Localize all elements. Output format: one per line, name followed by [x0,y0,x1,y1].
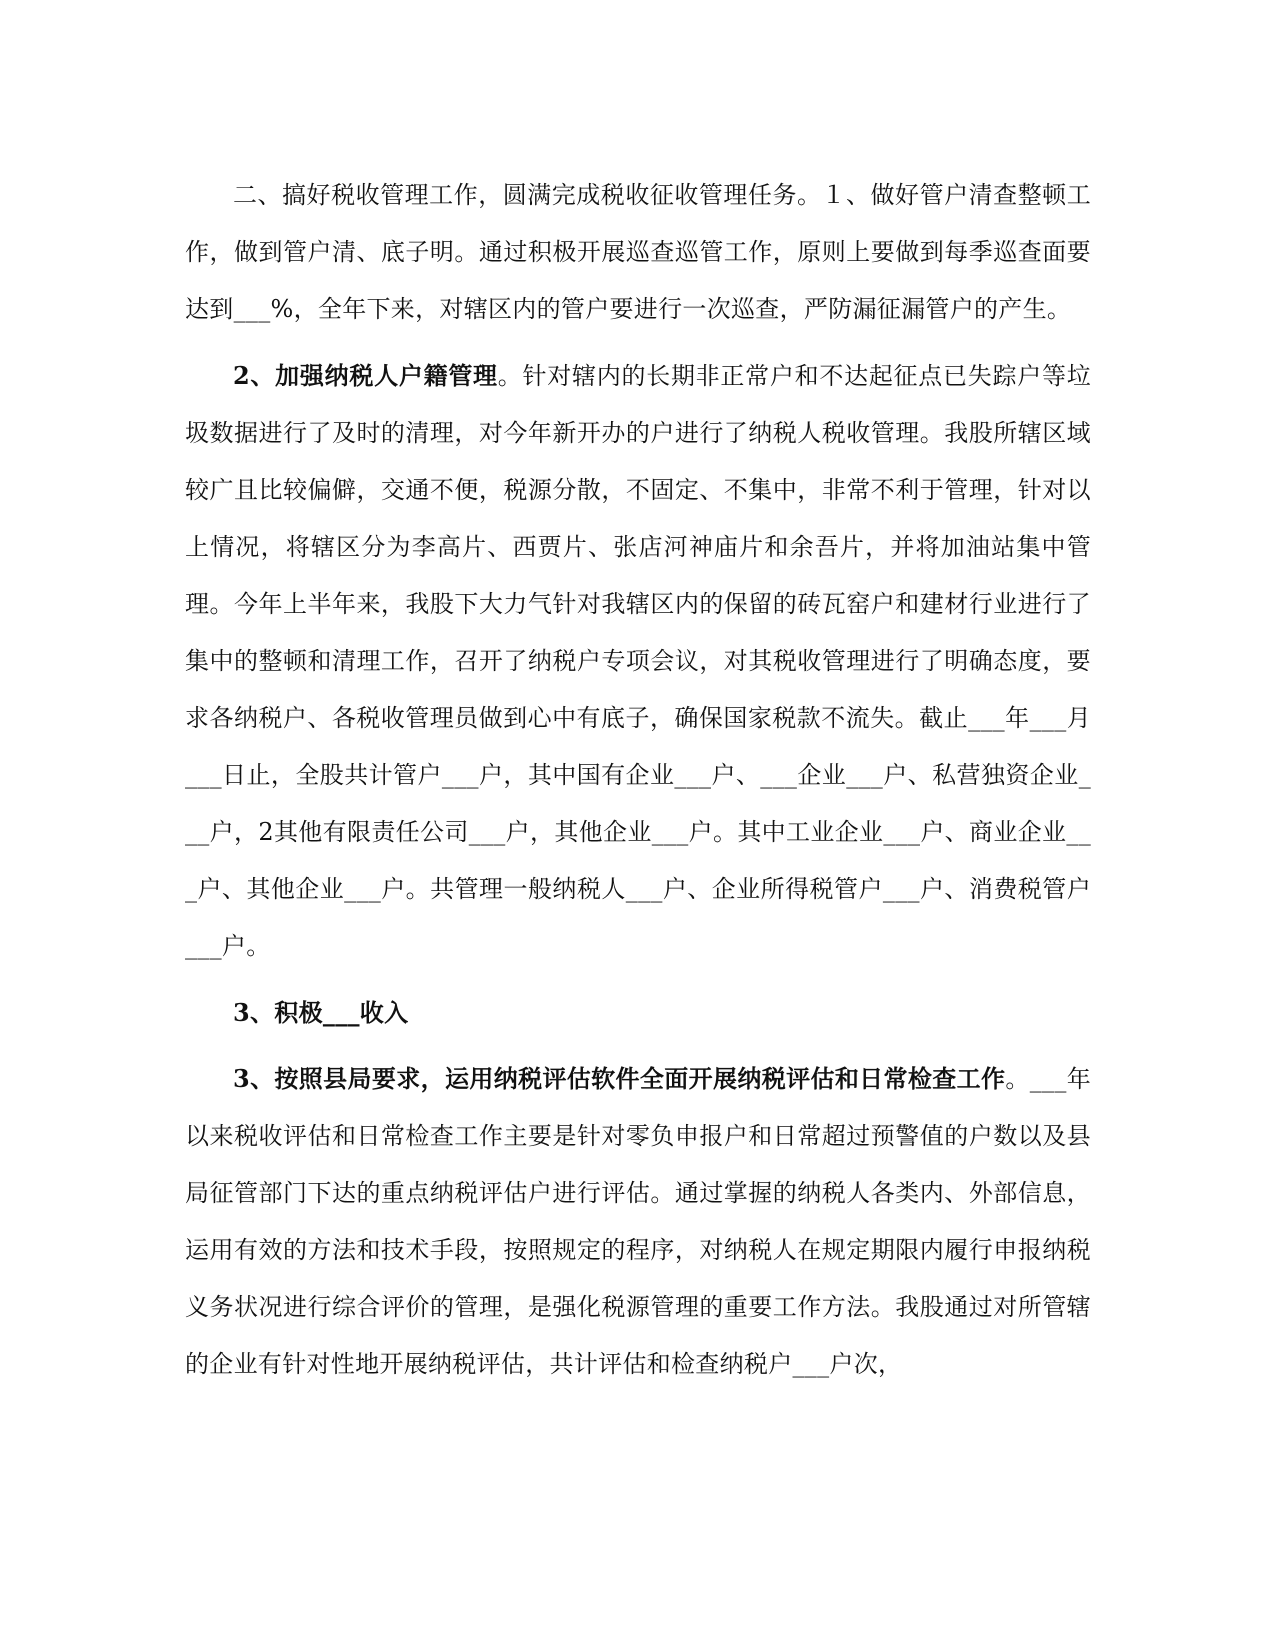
paragraph-tax-assessment [185,1050,1091,1393]
document-body [185,167,1091,1393]
paragraph-heading: 3、按照县局要求，运用纳税评估软件全面开展纳税评估和日常检查工作 [233,1064,1006,1093]
paragraph-tax-management-task [185,167,1091,338]
paragraph-heading: 2、加强纳税人户籍管理 [233,361,498,390]
paragraph-text: 二、搞好税收管理工作，圆满完成税收征收管理任务。１、做好管户清查整顿工作，做到管户清、底子明。通过积极开展巡查巡管工作，原则上要做到每季巡查面要达到___%，全年下来，对辖区内的管户要进行一次巡查，严防漏征漏管户的产生。 [185,181,1091,323]
paragraph-text: 。___年以来税收评估和日常检查工作主要是针对零负申报户和日常超过预警值的户数以及县局征管部门下达的重点纳税评估户进行评估。通过掌握的纳税人各类内、外部信息，运用有效的方法和技术手段，按照规定的程序，对纳税人在规定期限内履行申报纳税义务状况进行综合评价的管理，是强化税源管理的重要工作方法。我股通过对所管辖的企业有针对性地开展纳税评估，共计评估和检查纳税户___户次， [185,1065,1092,1378]
paragraph-heading: 3、积极___收入 [233,998,409,1027]
section-heading-revenue [185,984,1091,1041]
paragraph-household-registry [185,347,1091,975]
paragraph-text: 。针对辖内的长期非正常户和不达起征点已失踪户等垃圾数据进行了及时的清理，对今年新开办的户进行了纳税人税收管理。我股所辖区域较广且比较偏僻，交通不便，税源分散，不固定、不集中，非常不利于管理，针对以上情况，将辖区分为李高片、西贾片、张店河神庙片和余吾片，并将加油站集中管理。今年上半年来，我股下大力气针对我辖区内的保留的砖瓦窑户和建材行业进行了集中的整顿和清理工作，召开了纳税户专项会议，对其税收管理进行了明确态度，要求各纳税户、各税收管理员做到心中有底子，确保国家税款不流失。截止___年___月___日止，全股共计管户___户，其中国有企业___户、___企业___户、私营独资企业___户，2其他有限责任公司___户，其他企业___户。其中工业企业___户、商业企业___户、其他企业___户。共管理一般纳税人___户、企业所得税管户___户、消费税管户___户。 [185,362,1092,960]
